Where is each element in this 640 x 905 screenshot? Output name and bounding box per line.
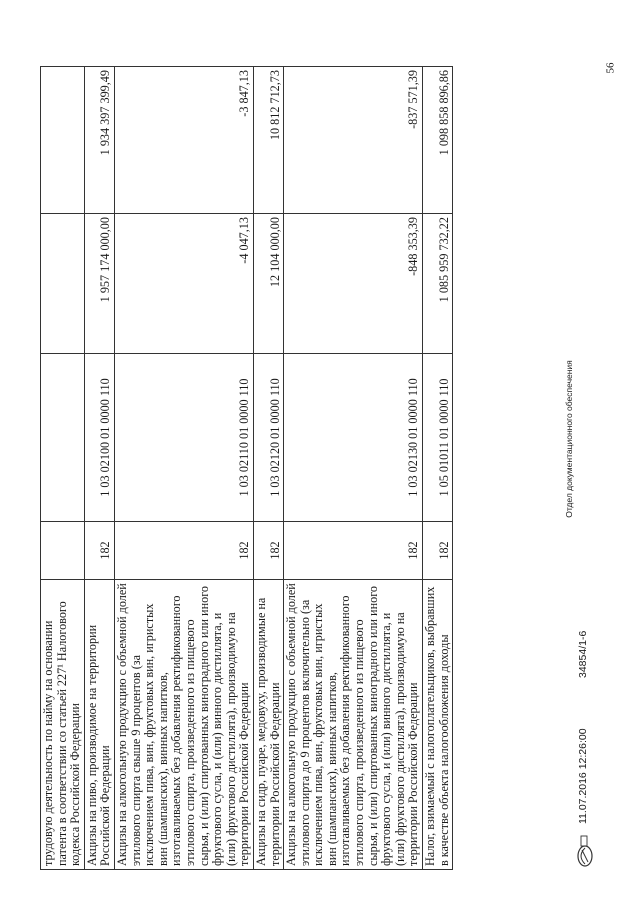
row-admin-code: 182 — [423, 522, 453, 580]
row-admin-code — [41, 522, 85, 580]
row-actual-amount: 1 098 858 896,86 — [423, 67, 453, 214]
row-budget-code: 1 03 02120 01 0000 110 — [253, 354, 283, 522]
document-footer — [560, 67, 600, 870]
row-planned-amount: 12 104 000,00 — [253, 214, 283, 354]
page-number: 56 — [604, 62, 617, 74]
row-budget-code — [41, 354, 85, 522]
table-row — [84, 67, 114, 870]
row-actual-amount: 10 812 712,73 — [253, 67, 283, 214]
table-row — [41, 67, 85, 870]
row-admin-code: 182 — [114, 522, 253, 580]
row-budget-code: 1 03 02130 01 0000 110 — [284, 354, 423, 522]
department-stamp: Отдел документационного обеспечения — [564, 360, 574, 518]
row-planned-amount: 1 957 174 000,00 — [84, 214, 114, 354]
row-description: Акцизы на сидр, пуаре, медовуху, производимые на территории Российской Федерации — [253, 580, 283, 870]
row-planned-amount: 1 085 959 732,22 — [423, 214, 453, 354]
row-description: Акцизы на алкогольную продукцию с объемной долей этилового спирта до 9 процентов включительно (за исключением пива, вин, фруктовых вин, игристых вин (шампанских), винных напитков, изготавливаемых без добавления ректификованного этилового спирта, произведенного из пищевого сырья, и (или) спиртованных виноградного или иного фруктового сусла, и (или) винного дистиллята, и (или) фруктового дистиллята), производимую на территории Российской Федерации — [284, 580, 423, 870]
row-planned-amount: -4 047,13 — [114, 214, 253, 354]
row-description: Налог, взимаемый с налогоплательщиков, выбравших в качестве объекта налогообложения доходы — [423, 580, 453, 870]
row-description: Акцизы на пиво, производимое на территории Российской Федерации — [84, 580, 114, 870]
row-admin-code: 182 — [284, 522, 423, 580]
organization-logo-icon — [572, 834, 594, 868]
row-actual-amount — [41, 67, 85, 214]
row-actual-amount: 1 934 397 399,49 — [84, 67, 114, 214]
registration-timestamp: 11.07.2016 12:26:00 — [577, 728, 589, 824]
row-actual-amount: -3 847,13 — [114, 67, 253, 214]
table-row — [253, 67, 283, 870]
row-description: Акцизы на алкогольную продукцию с объемной долей этилового спирта свыше 9 процентов (за исключением пива, вин, фруктовых вин, игристых вин (шампанских), винных напитков, изготавливаемых без добавления ректификованного этилового спирта, произведенного из пищевого сырья, и (или) спиртованных виноградного или иного фруктового сусла, и (или) винного дистиллята, и (или) фруктового дистиллята), производимую на территории Российской Федерации — [114, 580, 253, 870]
table-row — [114, 67, 253, 870]
row-description: трудовую деятельность по найму на основании патента в соответствии со статьей 227¹ Налогового кодекса Российской Федерации — [41, 580, 85, 870]
table-row — [284, 67, 423, 870]
document-number: 34854/1-6 — [577, 630, 589, 678]
table-row — [423, 67, 453, 870]
row-budget-code: 1 03 02110 01 0000 110 — [114, 354, 253, 522]
row-planned-amount: -848 353,39 — [284, 214, 423, 354]
rotated-page-content — [40, 30, 600, 870]
row-planned-amount — [41, 214, 85, 354]
row-admin-code: 182 — [84, 522, 114, 580]
row-actual-amount: -837 571,39 — [284, 67, 423, 214]
row-budget-code: 1 03 02100 01 0000 110 — [84, 354, 114, 522]
budget-revenue-table — [40, 66, 453, 870]
row-budget-code: 1 05 01011 01 0000 110 — [423, 354, 453, 522]
row-admin-code: 182 — [253, 522, 283, 580]
